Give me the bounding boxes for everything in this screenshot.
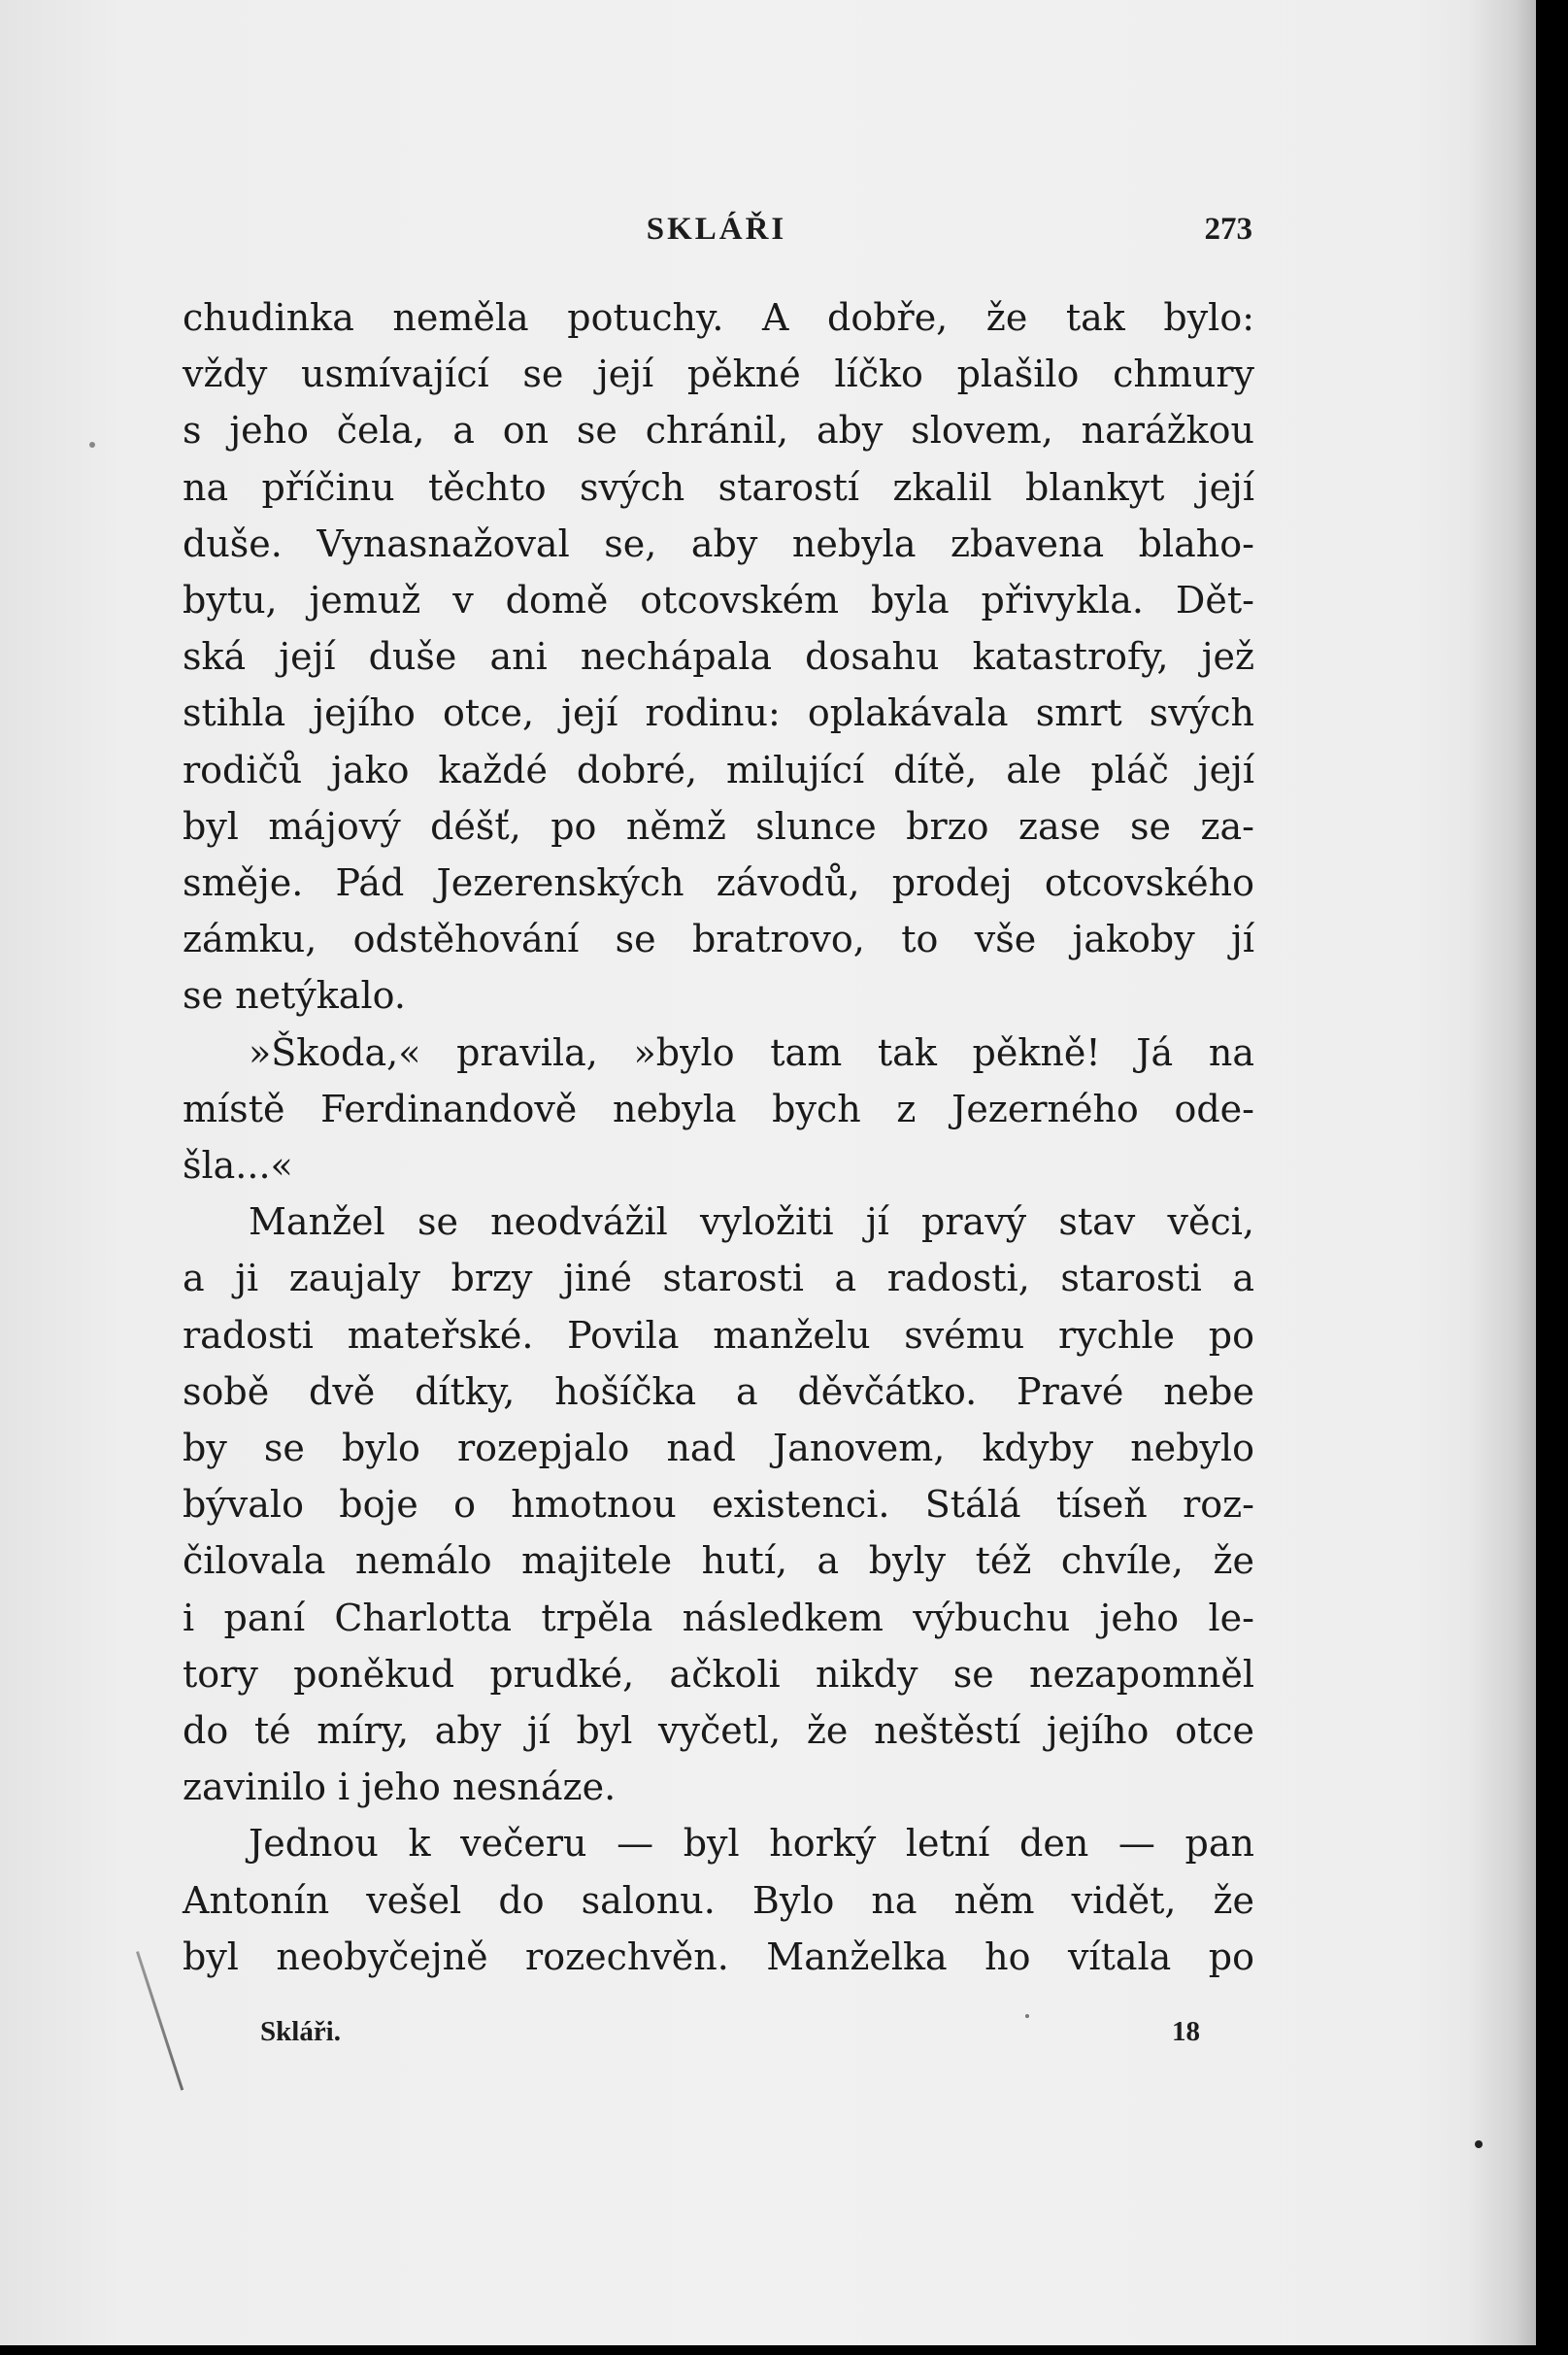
signature-mark <box>260 2016 1200 2051</box>
text-line: Jednou k večeru — byl horký letní den — pan <box>249 1822 1254 1866</box>
text-line: čilovala nemálo majitele hutí, a byly též chvíle, že <box>183 1539 1254 1583</box>
scan-border <box>1536 0 1568 2355</box>
text-line: s jeho čela, a on se chránil, aby slovem, narážkou <box>183 409 1254 453</box>
running-head <box>181 212 1252 251</box>
text-line: bytu, jemuž v domě otcovském byla přivykla. Dět- <box>183 579 1254 622</box>
text-line: se netýkalo. <box>183 974 406 1018</box>
scan-scratch <box>136 1951 183 2091</box>
text-line: bývalo boje o hmotnou existenci. Stálá tíseň roz- <box>183 1483 1254 1527</box>
text-line: »Škoda,« pravila, »bylo tam tak pěkně! Já na <box>249 1030 1254 1074</box>
text-line: vždy usmívající se její pěkné líčko plašilo chmury <box>183 353 1254 396</box>
text-line: šla...« <box>183 1144 293 1188</box>
text-line: duše. Vynasnažoval se, aby nebyla zbavena blaho- <box>183 521 1254 565</box>
text-line: a ji zaujaly brzy jiné starosti a radosti, starosti a <box>183 1257 1254 1300</box>
text-line: ská její duše ani nechápala dosahu katastrofy, jež <box>183 635 1254 679</box>
text-line: i paní Charlotta trpěla následkem výbuchu jeho le- <box>183 1596 1254 1639</box>
text-line: místě Ferdinandově nebyla bych z Jezerného ode- <box>183 1087 1254 1130</box>
binding-shadow <box>1468 0 1536 2345</box>
text-line: Manžel se neodvážil vyložiti jí pravý stav věci, <box>249 1200 1254 1244</box>
signature-title: Skláři. <box>260 2016 341 2047</box>
text-line: stihla jejího otce, její rodinu: oplakávala smrt svých <box>183 691 1254 735</box>
text-line: směje. Pád Jezerenských závodů, prodej otcovského <box>183 861 1254 905</box>
speck <box>1475 2140 1483 2148</box>
text-line: byl neobyčejně rozechvěn. Manželka ho vítala po <box>183 1934 1254 1978</box>
signature-number: 18 <box>1172 2016 1200 2047</box>
text-line: na příčinu těchto svých starostí zkalil blankyt její <box>183 465 1254 509</box>
text-line: chudinka neměla potuchy. A dobře, že tak bylo: <box>183 296 1254 339</box>
text-line: by se bylo rozepjalo nad Janovem, kdyby nebylo <box>183 1427 1254 1470</box>
text-line: Antonín vešel do salonu. Bylo na něm vidět, že <box>183 1878 1254 1922</box>
body-text <box>183 289 1254 1985</box>
text-line: sobě dvě dítky, hošíčka a děvčátko. Pravé nebe <box>183 1369 1254 1413</box>
text-line: zámku, odstěhování se bratrovo, to vše jakoby jí <box>183 918 1254 961</box>
speck <box>1025 2014 1029 2018</box>
text-line: do té míry, aby jí byl vyčetl, že neštěstí jejího otce <box>183 1709 1254 1753</box>
text-line: byl májový déšť, po němž slunce brzo zase se za- <box>183 804 1254 848</box>
text-line: rodičů jako každé dobré, milující dítě, ale pláč její <box>183 748 1254 791</box>
text-line: radosti mateřské. Povila manželu svému rychle po <box>183 1313 1254 1357</box>
page-number: 273 <box>1204 212 1252 247</box>
running-title: SKLÁŘI <box>646 212 787 247</box>
speck <box>89 442 95 448</box>
text-line: tory poněkud prudké, ačkoli nikdy se nezapomněl <box>183 1652 1254 1696</box>
text-line: zavinilo i jeho nesnáze. <box>183 1766 617 1809</box>
